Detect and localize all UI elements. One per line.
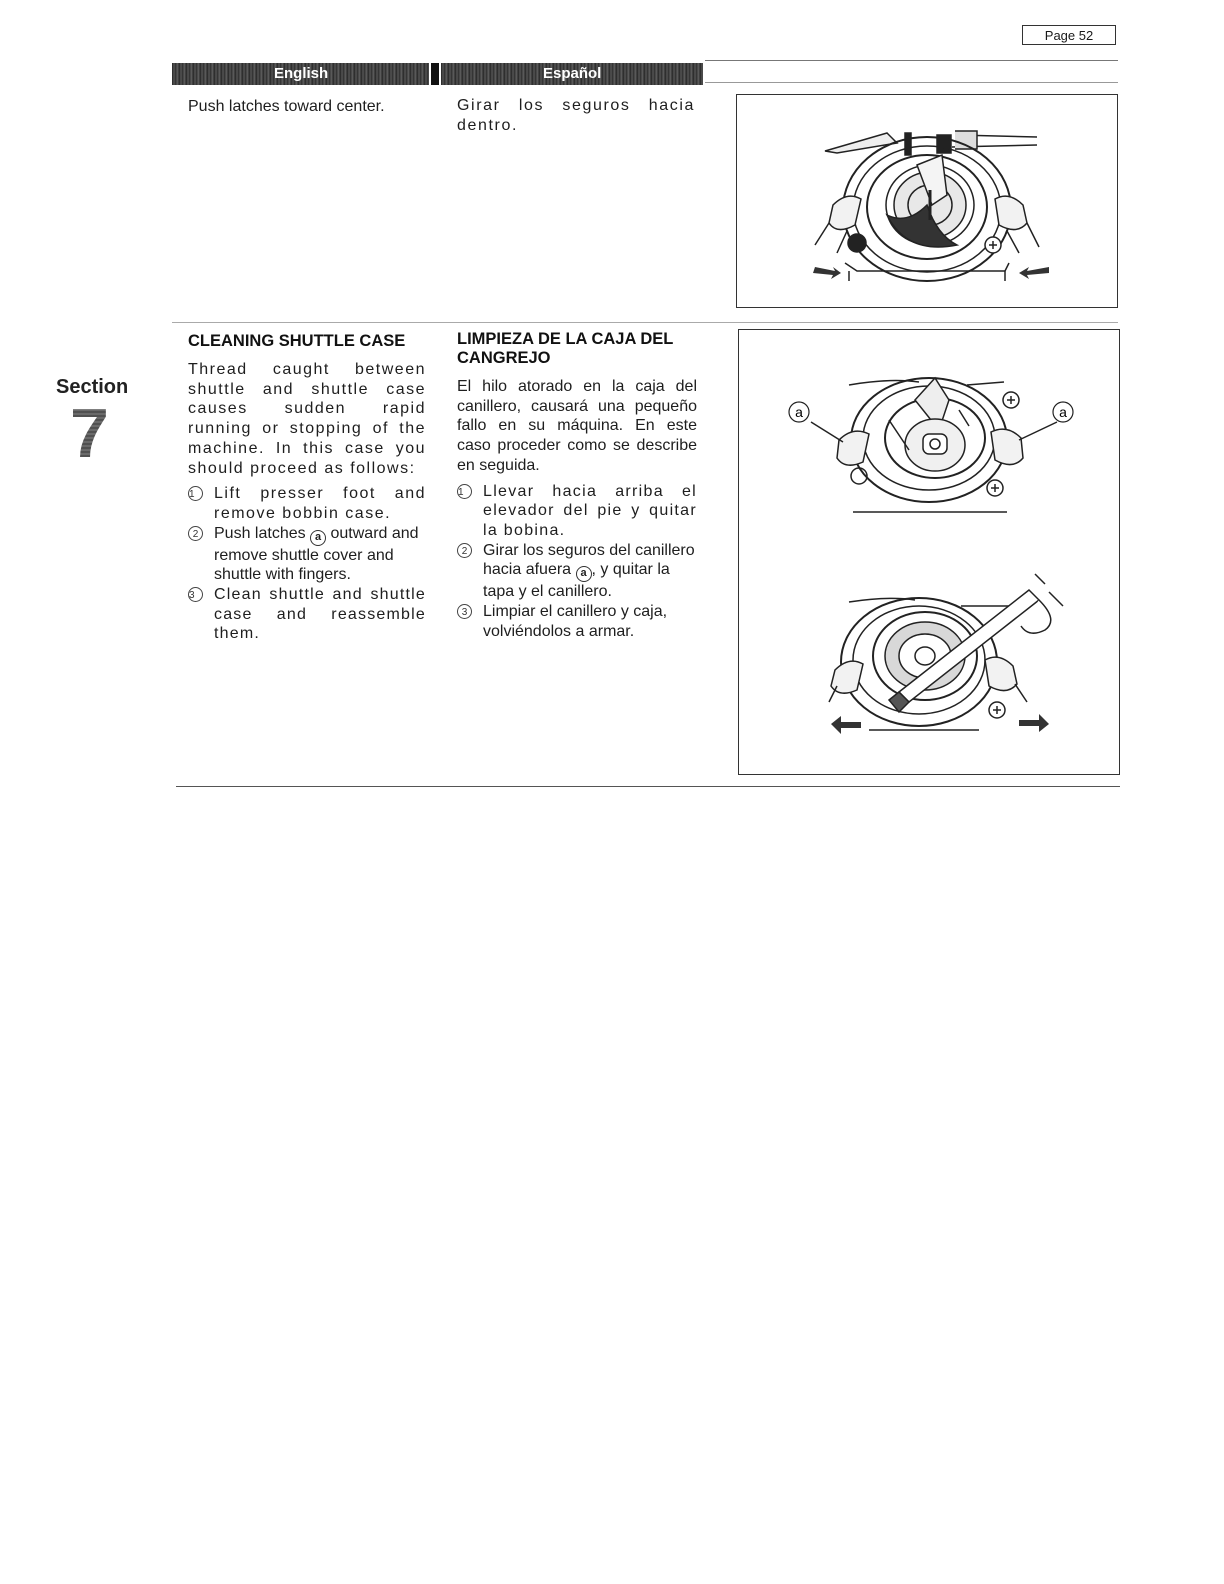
section-divider [172, 322, 1118, 323]
step-text: Push latches [214, 524, 311, 542]
step-text: Limpiar el canillero y caja, volviéndolos a armar. [483, 603, 668, 640]
step-text: Girar los seguros del canillero hacia afuera [483, 541, 695, 579]
bobbin-latch-icon [737, 95, 1117, 307]
step-text: outward and remove shuttle cover and shuttle with fingers. [214, 524, 419, 584]
step-number-3: 3 [188, 587, 203, 602]
step-number-1: 1 [457, 484, 472, 499]
step-text: Lift presser foot and remove bobbin case. [214, 485, 426, 522]
english-heading: CLEANING SHUTTLE CASE [188, 332, 406, 350]
figure-cleaning-shuttle [738, 329, 1120, 775]
spanish-heading: LIMPIEZA DE LA CAJA DEL CANGREJO [457, 330, 674, 367]
step-text: , y quitar la tapa y el canillero. [483, 561, 670, 601]
english-column [188, 332, 426, 644]
header-rule [705, 60, 1118, 61]
callout-a-left: a [795, 404, 803, 420]
spanish-header [441, 63, 703, 85]
spanish-step-2 [457, 541, 697, 602]
english-steps [188, 484, 426, 644]
header-rule-lower [705, 82, 1118, 83]
step-number-1: 1 [188, 486, 203, 501]
spanish-intro: El hilo atorado en la caja del canillero, causará una pequeño fallo en su máquina. En este caso proceder como se describe en seguida. [457, 378, 697, 474]
page-number: Page 52 [1022, 25, 1116, 45]
callout-a-marker: a [576, 566, 592, 582]
spanish-step-3 [457, 602, 697, 641]
section-number: 7 [70, 394, 109, 472]
english-step-2 [188, 524, 426, 585]
callout-a-marker: a [310, 530, 326, 546]
english-step-3 [188, 585, 426, 644]
shuttle-assembly-icon [739, 330, 1119, 774]
figure-push-latches [736, 94, 1118, 308]
callout-a-right: a [1059, 404, 1067, 420]
language-divider [431, 63, 439, 85]
english-step-1 [188, 484, 426, 523]
step-number-2: 2 [457, 543, 472, 558]
bottom-rule [176, 786, 1120, 787]
english-header [172, 63, 429, 85]
english-label: English [274, 65, 329, 82]
step-text: Clean shuttle and shuttle case and reassemble them. [214, 586, 426, 643]
block1-spanish-text: Girar los seguros hacia dentro. [457, 97, 695, 134]
step-number-3: 3 [457, 604, 472, 619]
english-intro: Thread caught between shuttle and shuttle case causes sudden rapid running or stopping of the machine. In this case you should proceed as follows: [188, 361, 426, 477]
step-number-2: 2 [188, 526, 203, 541]
spanish-step-1 [457, 482, 697, 541]
step-text: Llevar hacia arriba el elevador del pie y quitar la bobina. [483, 482, 697, 539]
spanish-column [457, 330, 697, 641]
block1-english-text: Push latches toward center. [188, 98, 385, 115]
spanish-steps [457, 482, 697, 642]
section-label: Section [56, 376, 129, 398]
spanish-label: Español [543, 65, 602, 82]
